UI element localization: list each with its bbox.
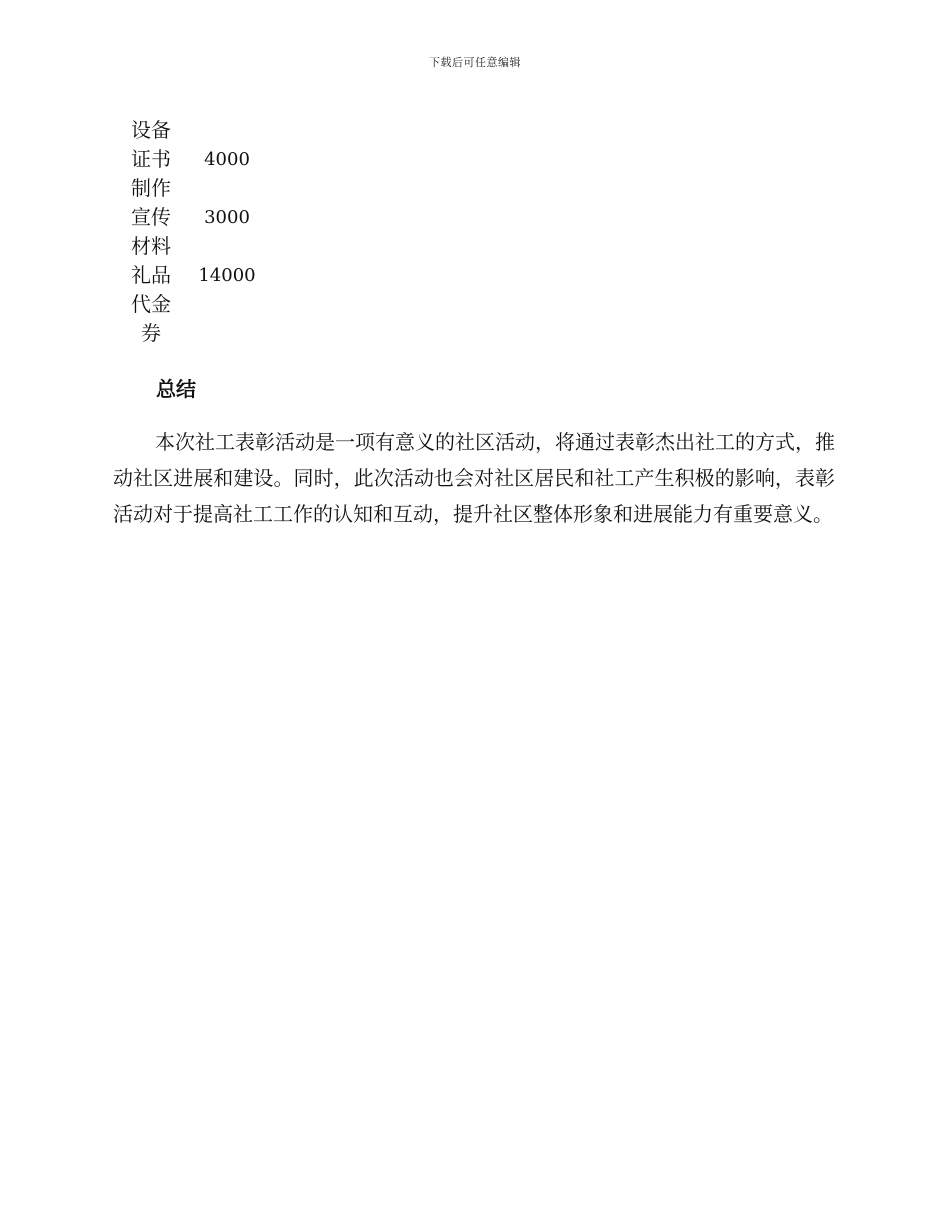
budget-row [127,116,287,145]
budget-item-line: 券 [141,321,161,345]
budget-amount: 4000 [204,149,250,170]
budget-item-line: 制作 [131,176,171,200]
budget-amount: 3000 [204,207,250,228]
budget-row [127,203,287,261]
budget-item [127,116,175,145]
budget-item-line: 宣传 [131,205,171,229]
summary-paragraph: 本次社工表彰活动是一项有意义的社区活动，将通过表彰杰出社工的方式，推动社区进展和建设。同时，此次活动也会对社区居民和社工产生积极的影响，表彰活动对于提高社工工作的认知和互动，提升社区整体形象和进展能力有重要意义。 [113,430,835,526]
budget-item-line: 设备 [131,118,171,142]
budget-item-line: 礼品 [131,263,171,287]
budget-item-line: 代金 [131,292,171,316]
budget-item [127,261,175,348]
budget-row [127,145,287,203]
budget-item-line: 证书 [131,147,171,171]
budget-item [127,203,175,261]
budget-amount: 14000 [198,265,256,286]
page-header-note: 下载后可任意编辑 [429,56,521,69]
budget-item-line: 材料 [131,234,171,258]
budget-table [127,116,287,348]
budget-row [127,261,287,348]
summary-title: 总结 [156,377,196,401]
budget-item [127,145,175,203]
